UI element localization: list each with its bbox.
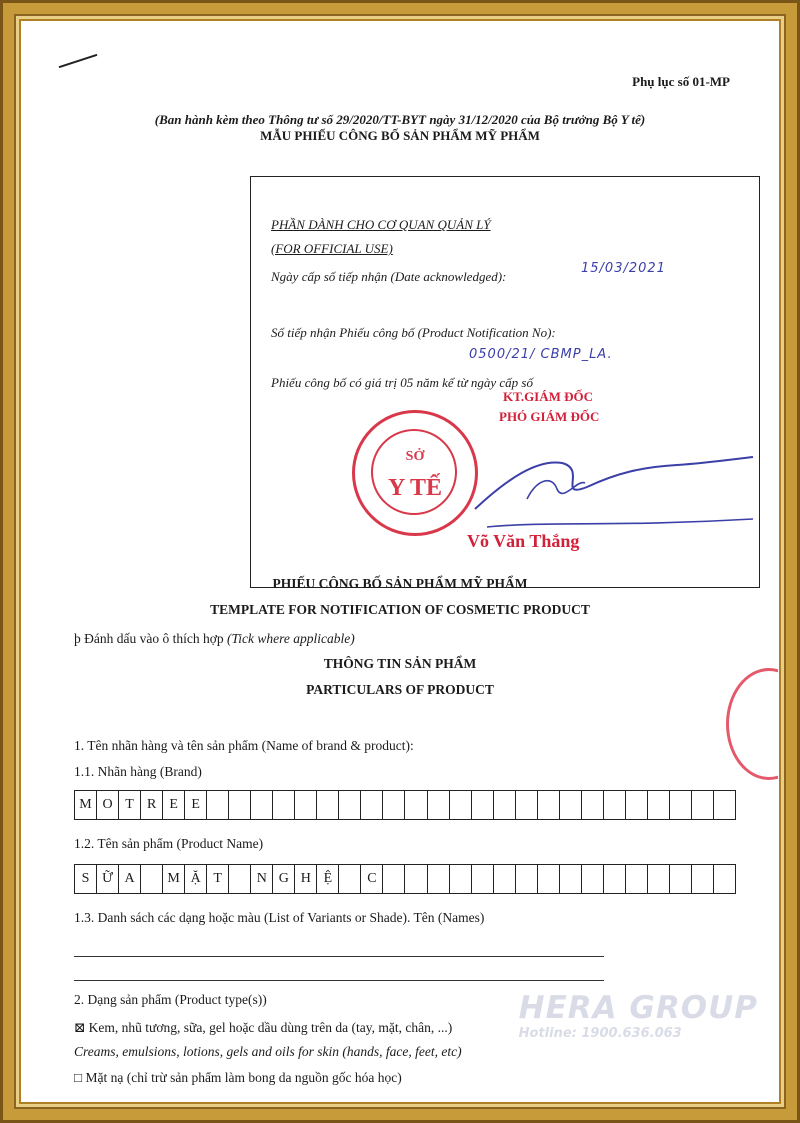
letter-cell: M	[163, 865, 185, 893]
product-letter-grid	[74, 864, 736, 894]
info-title-en: PARTICULARS OF PRODUCT	[306, 682, 494, 697]
letter-cell	[670, 791, 692, 819]
date-acknowledged-value: 15/03/2021	[581, 261, 666, 276]
letter-cell: M	[75, 791, 97, 819]
letter-cell	[560, 865, 582, 893]
notice-title-vi: PHIẾU CÔNG BỐ SẢN PHẨM MỸ PHẨM	[272, 576, 528, 591]
letter-cell: E	[163, 791, 185, 819]
tick-instruction-vi: þ Đánh dấu vào ô thích hợp	[74, 631, 224, 646]
letter-cell	[692, 791, 714, 819]
letter-cell	[251, 791, 273, 819]
official-seal	[352, 410, 478, 536]
letter-cell: T	[207, 865, 229, 893]
letter-cell	[295, 791, 317, 819]
section-1-2-heading: 1.2. Tên sản phẩm (Product Name)	[74, 836, 264, 851]
letter-cell: S	[75, 865, 97, 893]
letter-cell	[670, 865, 692, 893]
letter-cell: A	[119, 865, 141, 893]
letter-cell: T	[119, 791, 141, 819]
variant-line-1	[74, 956, 604, 957]
letter-cell	[450, 865, 472, 893]
variant-line-2	[74, 980, 604, 981]
letter-cell	[405, 865, 427, 893]
tick-instruction-en: (Tick where applicable)	[226, 631, 355, 646]
letter-cell	[626, 791, 648, 819]
letter-cell	[383, 865, 405, 893]
signer-name: Võ Văn Thắng	[467, 531, 580, 551]
form-title: MẪU PHIẾU CÔNG BỐ SẢN PHẨM MỸ PHẨM	[260, 128, 540, 143]
letter-cell: H	[295, 865, 317, 893]
letter-cell	[538, 865, 560, 893]
notification-no-label: Số tiếp nhận Phiếu công bố (Product Notification No):	[271, 325, 556, 340]
official-label-vi: PHẦN DÀNH CHO CƠ QUAN QUẢN LÝ	[271, 217, 491, 232]
pen-mark	[59, 54, 98, 68]
letter-cell	[472, 865, 494, 893]
brand-letter-grid	[74, 790, 736, 820]
watermark-brand: HERA GROUP	[518, 990, 758, 1026]
letter-cell	[229, 865, 251, 893]
product-type-option-1-en: Creams, emulsions, lotions, gels and oils for skin (hands, face, feet, etc)	[74, 1044, 462, 1059]
product-type-option-2: □ Mặt nạ (chỉ trừ sản phẩm làm bong da nguồn gốc hóa học)	[74, 1070, 402, 1085]
section-1-3-heading: 1.3. Danh sách các dạng hoặc màu (List of Variants or Shade). Tên (Names)	[74, 910, 485, 925]
letter-cell: C	[361, 865, 383, 893]
letter-cell	[648, 791, 670, 819]
letter-cell	[560, 791, 582, 819]
letter-cell	[207, 791, 229, 819]
section-1-heading: 1. Tên nhãn hàng và tên sản phẩm (Name of brand & product):	[74, 738, 414, 753]
letter-cell	[714, 791, 735, 819]
seal-text-main: Y TẾ	[387, 475, 443, 501]
letter-cell	[317, 791, 339, 819]
letter-cell	[383, 791, 405, 819]
section-2-heading: 2. Dạng sản phẩm (Product type(s))	[74, 992, 267, 1007]
letter-cell	[405, 791, 427, 819]
issued-with-note: (Ban hành kèm theo Thông tư số 29/2020/TT-BYT ngày 31/12/2020 của Bộ trưởng Bộ Y tế)	[154, 112, 646, 127]
letter-cell	[582, 791, 604, 819]
letter-cell	[450, 791, 472, 819]
validity-note: Phiếu công bố có giá trị 05 năm kể từ ngày cấp số	[271, 375, 533, 390]
info-title-vi: THÔNG TIN SẢN PHẨM	[323, 656, 477, 671]
official-use-box	[250, 176, 760, 588]
letter-cell	[273, 791, 295, 819]
watermark-hotline: Hotline: 1900.636.063	[518, 1026, 682, 1041]
letter-cell: E	[185, 791, 207, 819]
letter-cell: O	[97, 791, 119, 819]
letter-cell	[604, 791, 626, 819]
letter-cell: Ữ	[97, 865, 119, 893]
letter-cell	[339, 865, 361, 893]
watermark	[519, 990, 758, 1041]
letter-cell: N	[251, 865, 273, 893]
letter-cell	[361, 791, 383, 819]
letter-cell	[229, 791, 251, 819]
section-1-1-heading: 1.1. Nhãn hàng (Brand)	[74, 764, 202, 779]
letter-cell: G	[273, 865, 295, 893]
letter-cell: R	[141, 791, 163, 819]
appendix-number: Phụ lục số 01-MP	[632, 74, 730, 89]
letter-cell	[494, 791, 516, 819]
seal-inner-ring	[371, 429, 457, 515]
seal-text-top: SỞ	[405, 449, 425, 464]
letter-cell	[339, 791, 361, 819]
letter-cell	[141, 865, 163, 893]
kt-director: KT.GIÁM ĐỐC	[503, 389, 594, 404]
notification-no-value: 0500/21/ CBMP_LA.	[469, 347, 613, 362]
letter-cell: Ặ	[185, 865, 207, 893]
product-type-option-1: ⊠ Kem, nhũ tương, sữa, gel hoặc dầu dùng trên da (tay, mặt, chân, ...)	[74, 1020, 453, 1035]
letter-cell	[494, 865, 516, 893]
letter-cell	[516, 791, 538, 819]
letter-cell	[428, 791, 450, 819]
letter-cell	[538, 791, 560, 819]
date-acknowledged-label: Ngày cấp số tiếp nhận (Date acknowledged):	[271, 269, 507, 284]
tick-instruction	[74, 631, 355, 647]
letter-cell	[472, 791, 494, 819]
letter-cell	[582, 865, 604, 893]
deputy-director: PHÓ GIÁM ĐỐC	[499, 409, 600, 424]
letter-cell	[604, 865, 626, 893]
letter-cell	[692, 865, 714, 893]
letter-cell	[428, 865, 450, 893]
official-label-en: (FOR OFFICIAL USE)	[271, 241, 393, 256]
letter-cell	[516, 865, 538, 893]
document-page	[22, 22, 778, 1101]
letter-cell	[626, 865, 648, 893]
notice-title-en: TEMPLATE FOR NOTIFICATION OF COSMETIC PRODUCT	[210, 602, 590, 617]
letter-cell	[648, 865, 670, 893]
letter-cell: Ệ	[317, 865, 339, 893]
letter-cell	[714, 865, 735, 893]
